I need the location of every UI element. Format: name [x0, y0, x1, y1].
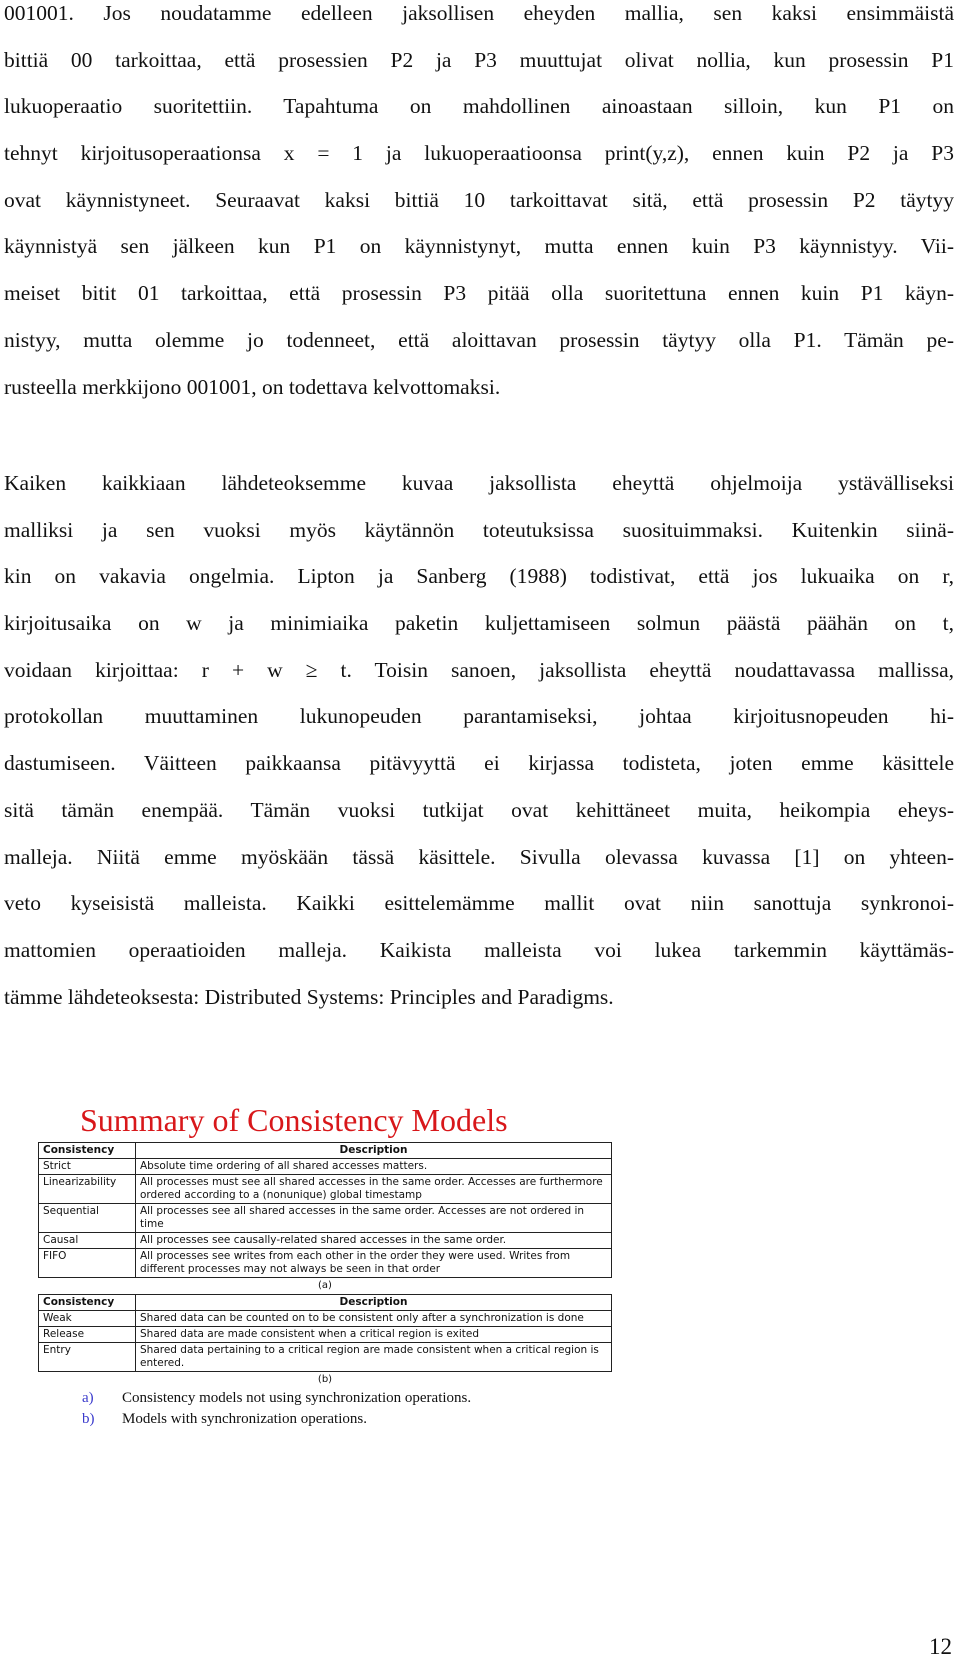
model-description-cell: All processes see all shared accesses in the same order. Accesses are not ordered in time: [136, 1204, 612, 1233]
text-line: mattomien operaatioiden malleja. Kaikista malleista voi lukea tarkemmin käyttämäs-: [4, 937, 954, 962]
table-header-row: [39, 1295, 612, 1311]
model-name-cell: Linearizability: [39, 1175, 136, 1204]
legend-tag: b): [82, 1411, 95, 1427]
legend-item: [38, 1409, 612, 1430]
table-header-cell: Consistency: [39, 1143, 136, 1159]
legend-text: Models with synchronization operations.: [122, 1411, 367, 1427]
text-line: dastumiseen. Väitteen paikkaansa pitävyyttä ei kirjassa todisteta, joten emme käsittele: [4, 751, 954, 776]
figure-legend: [38, 1388, 612, 1430]
table-header-cell: Description: [136, 1295, 612, 1311]
legend-text: Consistency models not using synchronization operations.: [122, 1390, 472, 1406]
text-line: kin on vakavia ongelmia. Lipton ja Sanberg (1988) todistivat, että jos lukuaika on r,: [4, 564, 954, 589]
page-number: 12: [929, 1634, 952, 1659]
text-line: nistyy, mutta olemme jo todenneet, että aloittavan prosessin täytyy olla P1. Tämän pe-: [4, 327, 954, 352]
text-line: meiset bitit 01 tarkoittaa, että prosessin P3 pitää olla suoritettuna ennen kuin P1 käyn-: [4, 281, 954, 306]
text-line: rusteella merkkijono 001001, on todettava kelvottomaksi.: [4, 374, 501, 399]
table-header-row: [39, 1143, 612, 1159]
text-line: malleja. Niitä emme myöskään tässä käsittele. Sivulla olevassa kuvassa [1] on yhteen-: [4, 844, 954, 869]
text-line: tehnyt kirjoitusoperaationsa x = 1 ja lukuoperaatioonsa print(y,z), ennen kuin P2 ja P3: [4, 141, 954, 166]
model-description-cell: All processes must see all shared accesses in the same order. Accesses are furthermore ordered according to a (nonunique) global timestamp: [136, 1175, 612, 1204]
model-name-cell: Entry: [39, 1343, 136, 1372]
model-name-cell: Strict: [39, 1159, 136, 1175]
table-b-caption: (b): [317, 1374, 333, 1385]
table-row: [39, 1159, 612, 1175]
legend-item: [38, 1388, 612, 1409]
text-line: veto kyseisistä malleista. Kaikki esittelemämme mallit ovat niin sanottuja synkronoi-: [4, 891, 954, 916]
table-row: [39, 1204, 612, 1233]
text-line: malliksi ja sen vuoksi myös käytännön toteutuksissa suosituimmaksi. Kuitenkin siinä-: [4, 517, 954, 542]
text-line: 001001. Jos noudatamme edelleen jaksollisen eheyden mallia, sen kaksi ensimmäistä: [4, 1, 954, 25]
text-line: lukuoperaatio suoritettiin. Tapahtuma on mahdollinen ainoastaan silloin, kun P1 on: [4, 94, 954, 119]
model-description-cell: Shared data can be counted on to be consistent only after a synchronization is done: [136, 1311, 612, 1327]
text-line: protokollan muuttaminen lukunopeuden parantamiseksi, johtaa kirjoitusnopeuden hi-: [4, 704, 954, 729]
model-description-cell: Shared data are made consistent when a critical region is exited: [136, 1327, 612, 1343]
text-line: Kaiken kaikkiaan lähdeteoksemme kuvaa jaksollista eheyttä ohjelmoija ystävälliseksi: [4, 471, 954, 495]
text-line: sitä tämän enempää. Tämän vuoksi tutkijat ovat kehittäneet muita, heikompia eheys-: [4, 797, 954, 822]
text-line: tämme lähdeteoksesta: Distributed Systems: Principles and Paradigms.: [4, 984, 614, 1009]
consistency-table-b: [38, 1294, 612, 1372]
paragraph-2: [4, 460, 954, 1020]
text-line: bittiä 00 tarkoittaa, että prosessien P2 ja P3 muuttujat olivat nollia, kun prosessin P1: [4, 47, 954, 72]
model-description-cell: All processes see writes from each other in the order they were used. Writes from different processes may not always be seen in that order: [136, 1249, 612, 1278]
model-description-cell: Shared data pertaining to a critical region are made consistent when a critical region is entered.: [136, 1343, 612, 1372]
table-row: [39, 1327, 612, 1343]
table-row: [39, 1175, 612, 1204]
table-row: [39, 1249, 612, 1278]
text-line: ovat käynnistyneet. Seuraavat kaksi bittiä 10 tarkoittavat sitä, että prosessin P2 täytyy: [4, 187, 954, 212]
figure-title: Summary of Consistency Models: [80, 1102, 508, 1138]
consistency-table-a: [38, 1142, 612, 1278]
model-description-cell: Absolute time ordering of all shared accesses matters.: [136, 1159, 612, 1175]
model-name-cell: FIFO: [39, 1249, 136, 1278]
table-row: [39, 1311, 612, 1327]
model-name-cell: Weak: [39, 1311, 136, 1327]
table-row: [39, 1233, 612, 1249]
model-description-cell: All processes see causally-related shared accesses in the same order.: [136, 1233, 612, 1249]
model-name-cell: Causal: [39, 1233, 136, 1249]
model-name-cell: Release: [39, 1327, 136, 1343]
legend-tag: a): [82, 1390, 94, 1406]
table-header-cell: Consistency: [39, 1295, 136, 1311]
text-line: käynnistyä sen jälkeen kun P1 on käynnistynyt, mutta ennen kuin P3 käynnistyy. Vii-: [4, 234, 954, 259]
text-line: kirjoitusaika on w ja minimiaika paketin kuljettamiseen solmun päästä päähän on t,: [4, 611, 954, 636]
table-row: [39, 1343, 612, 1372]
model-name-cell: Sequential: [39, 1204, 136, 1233]
consistency-models-figure: [38, 1098, 612, 1512]
table-a-caption: (a): [318, 1280, 332, 1291]
text-line: voidaan kirjoittaa: r + w ≥ t. Toisin sanoen, jaksollista eheyttä noudattavassa mallissa,: [4, 657, 954, 682]
paragraph-1: [4, 0, 954, 410]
table-header-cell: Description: [136, 1143, 612, 1159]
